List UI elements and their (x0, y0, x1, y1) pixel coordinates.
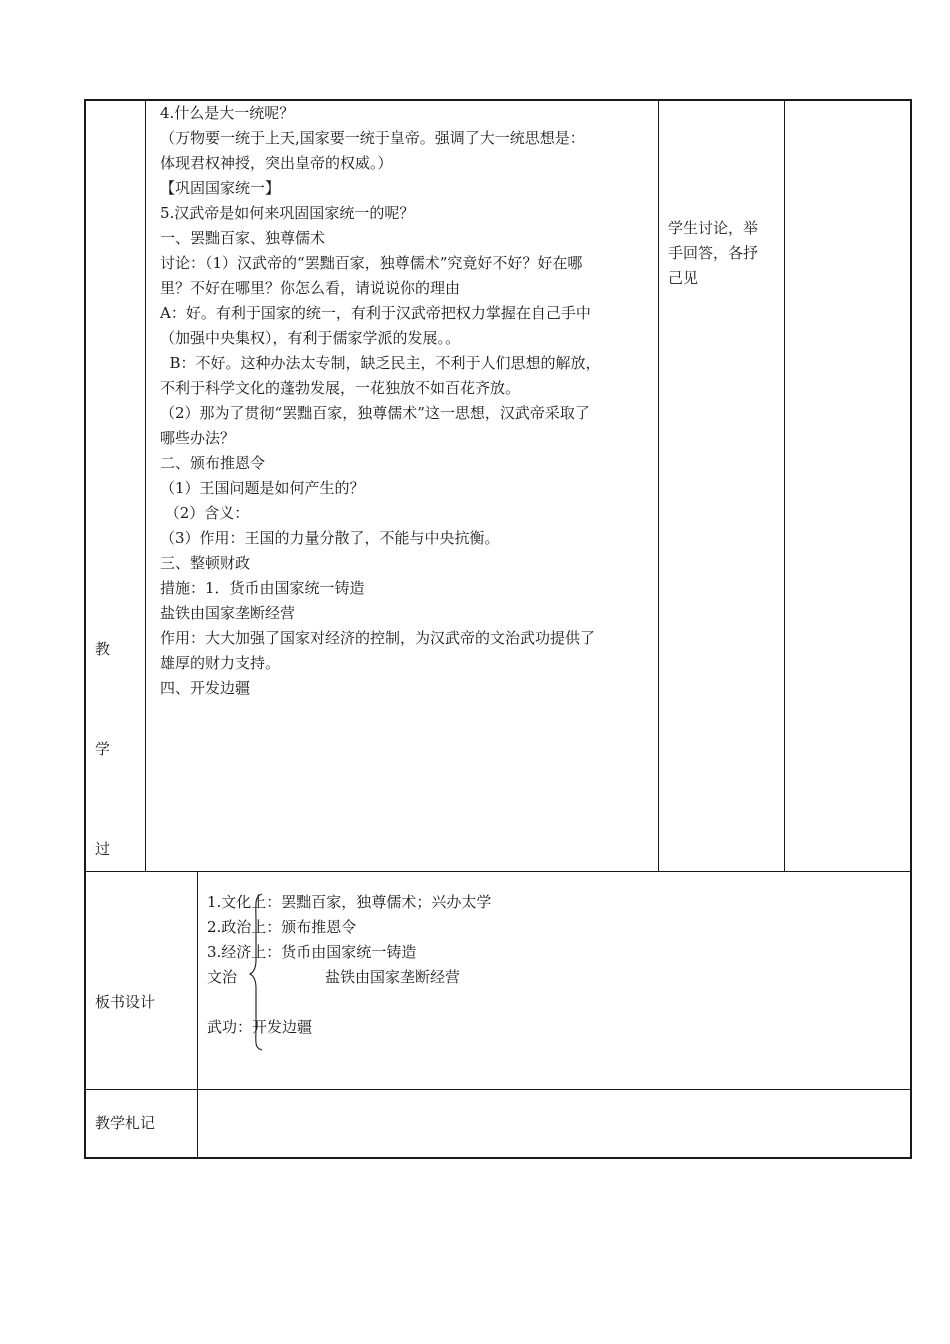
content-line: 【巩固国家统一】 (160, 179, 281, 197)
process-label-char-3: 过 (95, 840, 111, 858)
board-line-culture: 1.文化上：罢黜百家，独尊儒术；兴办太学 (207, 893, 492, 911)
content-line: 讨论：（1）汉武帝的“罢黜百家，独尊儒术”究竟好不好？好在哪 (160, 254, 583, 272)
content-line: 5.汉武帝是如何来巩固国家统一的呢？ (160, 204, 415, 222)
board-label-divider (197, 871, 198, 1158)
content-line: 哪些办法？ (160, 429, 236, 447)
content-line: B：不好。这种办法太专制，缺乏民主，不利于人们思想的解放， (160, 354, 601, 372)
content-line: 作用：大大加强了国家对经济的控制，为汉武帝的文治武功提供了 (160, 629, 596, 647)
table-left-border (84, 99, 86, 1159)
content-line: （3）作用：王国的力量分散了，不能与中央抗衡。 (160, 529, 500, 547)
content-line: 体现君权神授，突出皇帝的权威。） (160, 154, 393, 172)
activity-line: 学生讨论，举 (668, 219, 759, 237)
content-line: （2）那为了贯彻“罢黜百家，独尊儒术”这一思想，汉武帝采取了 (160, 404, 590, 422)
board-line-politics: 2.政治上：颁布推恩令 (207, 918, 357, 936)
content-divider (658, 99, 659, 872)
content-line: 措施：1．货币由国家统一铸造 (160, 579, 365, 597)
teaching-notes-label: 教学札记 (95, 1114, 156, 1132)
activity-line: 己见 (668, 269, 699, 287)
content-line: 三、整顿财政 (160, 554, 251, 572)
board-line-economy: 3.经济上：货币由国家统一铸造 (207, 943, 417, 961)
process-content (160, 101, 601, 701)
content-line: A：好。有利于国家的统一，有利于汉武帝把权力掌握在自己手中 (160, 304, 591, 322)
process-label-divider (145, 99, 146, 872)
process-label-char-1: 教 (95, 640, 111, 658)
process-label-char-2: 学 (95, 740, 111, 758)
table-row-divider-2 (84, 1089, 912, 1090)
board-salt-iron: 盐铁由国家垄断经营 (325, 968, 461, 986)
content-line: 雄厚的财力支持。 (160, 654, 281, 672)
content-line: 里？不好在哪里？你怎么看，请说说你的理由 (160, 279, 461, 297)
content-line: （1）王国问题是如何产生的？ (160, 479, 365, 497)
content-line: 二、颁布推恩令 (160, 454, 266, 472)
table-row-divider-1 (84, 871, 912, 872)
content-line: 4.什么是大一统呢？ (160, 104, 295, 122)
board-wenzhi: 文治 (207, 968, 238, 986)
student-activity (668, 216, 758, 291)
content-line: （2）含义： (160, 504, 250, 522)
content-line: （加强中央集权），有利于儒家学派的发展。。 (160, 329, 461, 347)
activity-line: 手回答，各抒 (668, 244, 759, 262)
activity-divider (784, 99, 785, 872)
content-line: 盐铁由国家垄断经营 (160, 604, 296, 622)
table-right-border (910, 99, 912, 1159)
content-line: （万物要一统于上天,国家要一统于皇帝。强调了大一统思想是： (160, 129, 585, 147)
content-line: 四、开发边疆 (160, 679, 251, 697)
board-design-label: 板书设计 (95, 993, 156, 1011)
table-bottom-border (84, 1157, 912, 1159)
board-wugong: 武功：开发边疆 (207, 1018, 313, 1036)
content-line: 一、罢黜百家、独尊儒术 (160, 229, 326, 247)
content-line: 不利于科学文化的蓬勃发展，一花独放不如百花齐放。 (160, 379, 521, 397)
curly-brace-icon (248, 892, 264, 1052)
